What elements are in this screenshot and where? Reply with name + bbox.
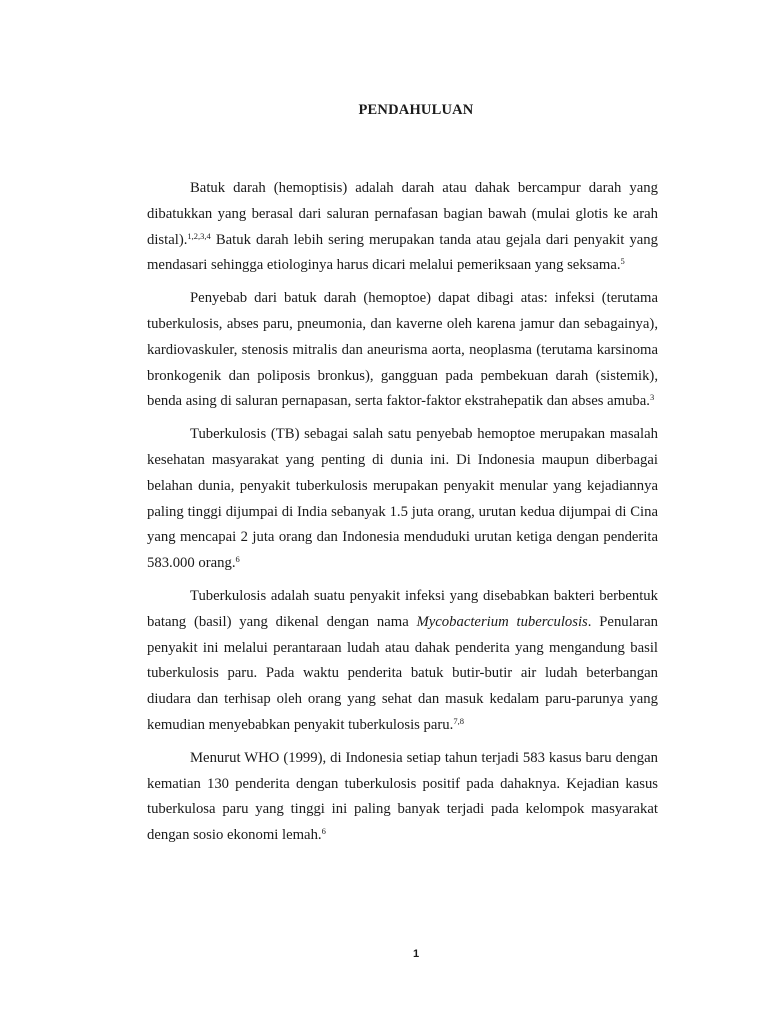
paragraph-text: Tuberkulosis (TB) sebagai salah satu penyebab hemoptoe merupakan masalah kesehatan masyarakat yang penting di dunia ini. Di Indonesia maupun diberbagai belahan dunia, penyakit tuberkulosis merupakan penyakit menular yang kejadiannya paling tinggi dijumpai di India sebanyak 1.5 juta orang, urutan kedua dijumpai di Cina yang mencapai 2 juta orang dan Indonesia menduduki urutan ketiga dengan penderita 583.000 orang. (147, 426, 658, 572)
page-title: PENDAHULUAN (358, 102, 474, 118)
citation-reference: 6 (235, 554, 240, 565)
paragraph-who-statistics (147, 746, 658, 849)
citation-reference: 3 (649, 392, 655, 403)
paragraph-text: Penyebab dari batuk darah (hemoptoe) dapat dibagi atas: infeksi (terutama tuberkulosis, abses paru, pneumonia, dan kaverne oleh karena jamur dan sebagainya), kardiovaskuler, stenosis mitralis dan aneurisma aorta, neoplasma (terutama karsinoma bronkogenik dan poliposis bronkus), gangguan pada pembekuan darah (sistemik), benda asing di saluran pernapasan, serta faktor-faktor ekstrahepatik dan abses amuba. (147, 290, 658, 410)
citation-reference: 5 (620, 256, 625, 267)
paragraph-tuberculosis-problem (147, 422, 658, 577)
paragraph-text: Tuberkulosis adalah suatu penyakit infeksi yang disebabkan bakteri berbentuk batang (basil) yang dikenal dengan nama (147, 587, 658, 630)
citation-reference: 6 (321, 826, 326, 837)
paragraph-text: Menurut WHO (1999), di Indonesia setiap tahun terjadi 583 kasus baru dengan kematian 130 penderita dengan tuberkulosis positif pada dahaknya. Kejadian kasus tuberkulosa paru yang tinggi ini paling banyak terjadi pada kelompok masyarakat dengan sosio ekonomi lemah. (147, 749, 658, 844)
paragraph-tuberculosis-definition (147, 584, 658, 739)
paragraph-causes (147, 286, 658, 415)
paragraph-text: . Penularan penyakit ini melalui perantaraan ludah atau dahak penderita yang mengandung basil tuberkulosis paru. Pada waktu penderita batuk butir-butir air ludah beterbangan diudara dan terhisap oleh orang yang sehat dan masuk kedalam paru-parunya yang kemudian menyebabkan penyakit tuberkulosis paru. (147, 613, 658, 733)
species-name: Mycobacterium tuberculosis (416, 613, 588, 630)
body-text (147, 176, 658, 856)
citation-reference: 7,8 (453, 715, 464, 726)
citation-reference: 1,2,3,4 (187, 230, 211, 241)
paragraph-text: Batuk darah (hemoptisis) adalah darah atau dahak bercampur darah yang dibatukkan yang berasal dari saluran pernafasan bagian bawah (mulai glotis ke arah distal). (147, 180, 658, 248)
paragraph-hemoptisis-definition (147, 176, 658, 279)
page-number: 1 (412, 948, 420, 960)
paragraph-text: Batuk darah lebih sering merupakan tanda atau gejala dari penyakit yang mendasari sehingga etiologinya harus dicari melalui pemeriksaan yang seksama. (147, 231, 658, 274)
